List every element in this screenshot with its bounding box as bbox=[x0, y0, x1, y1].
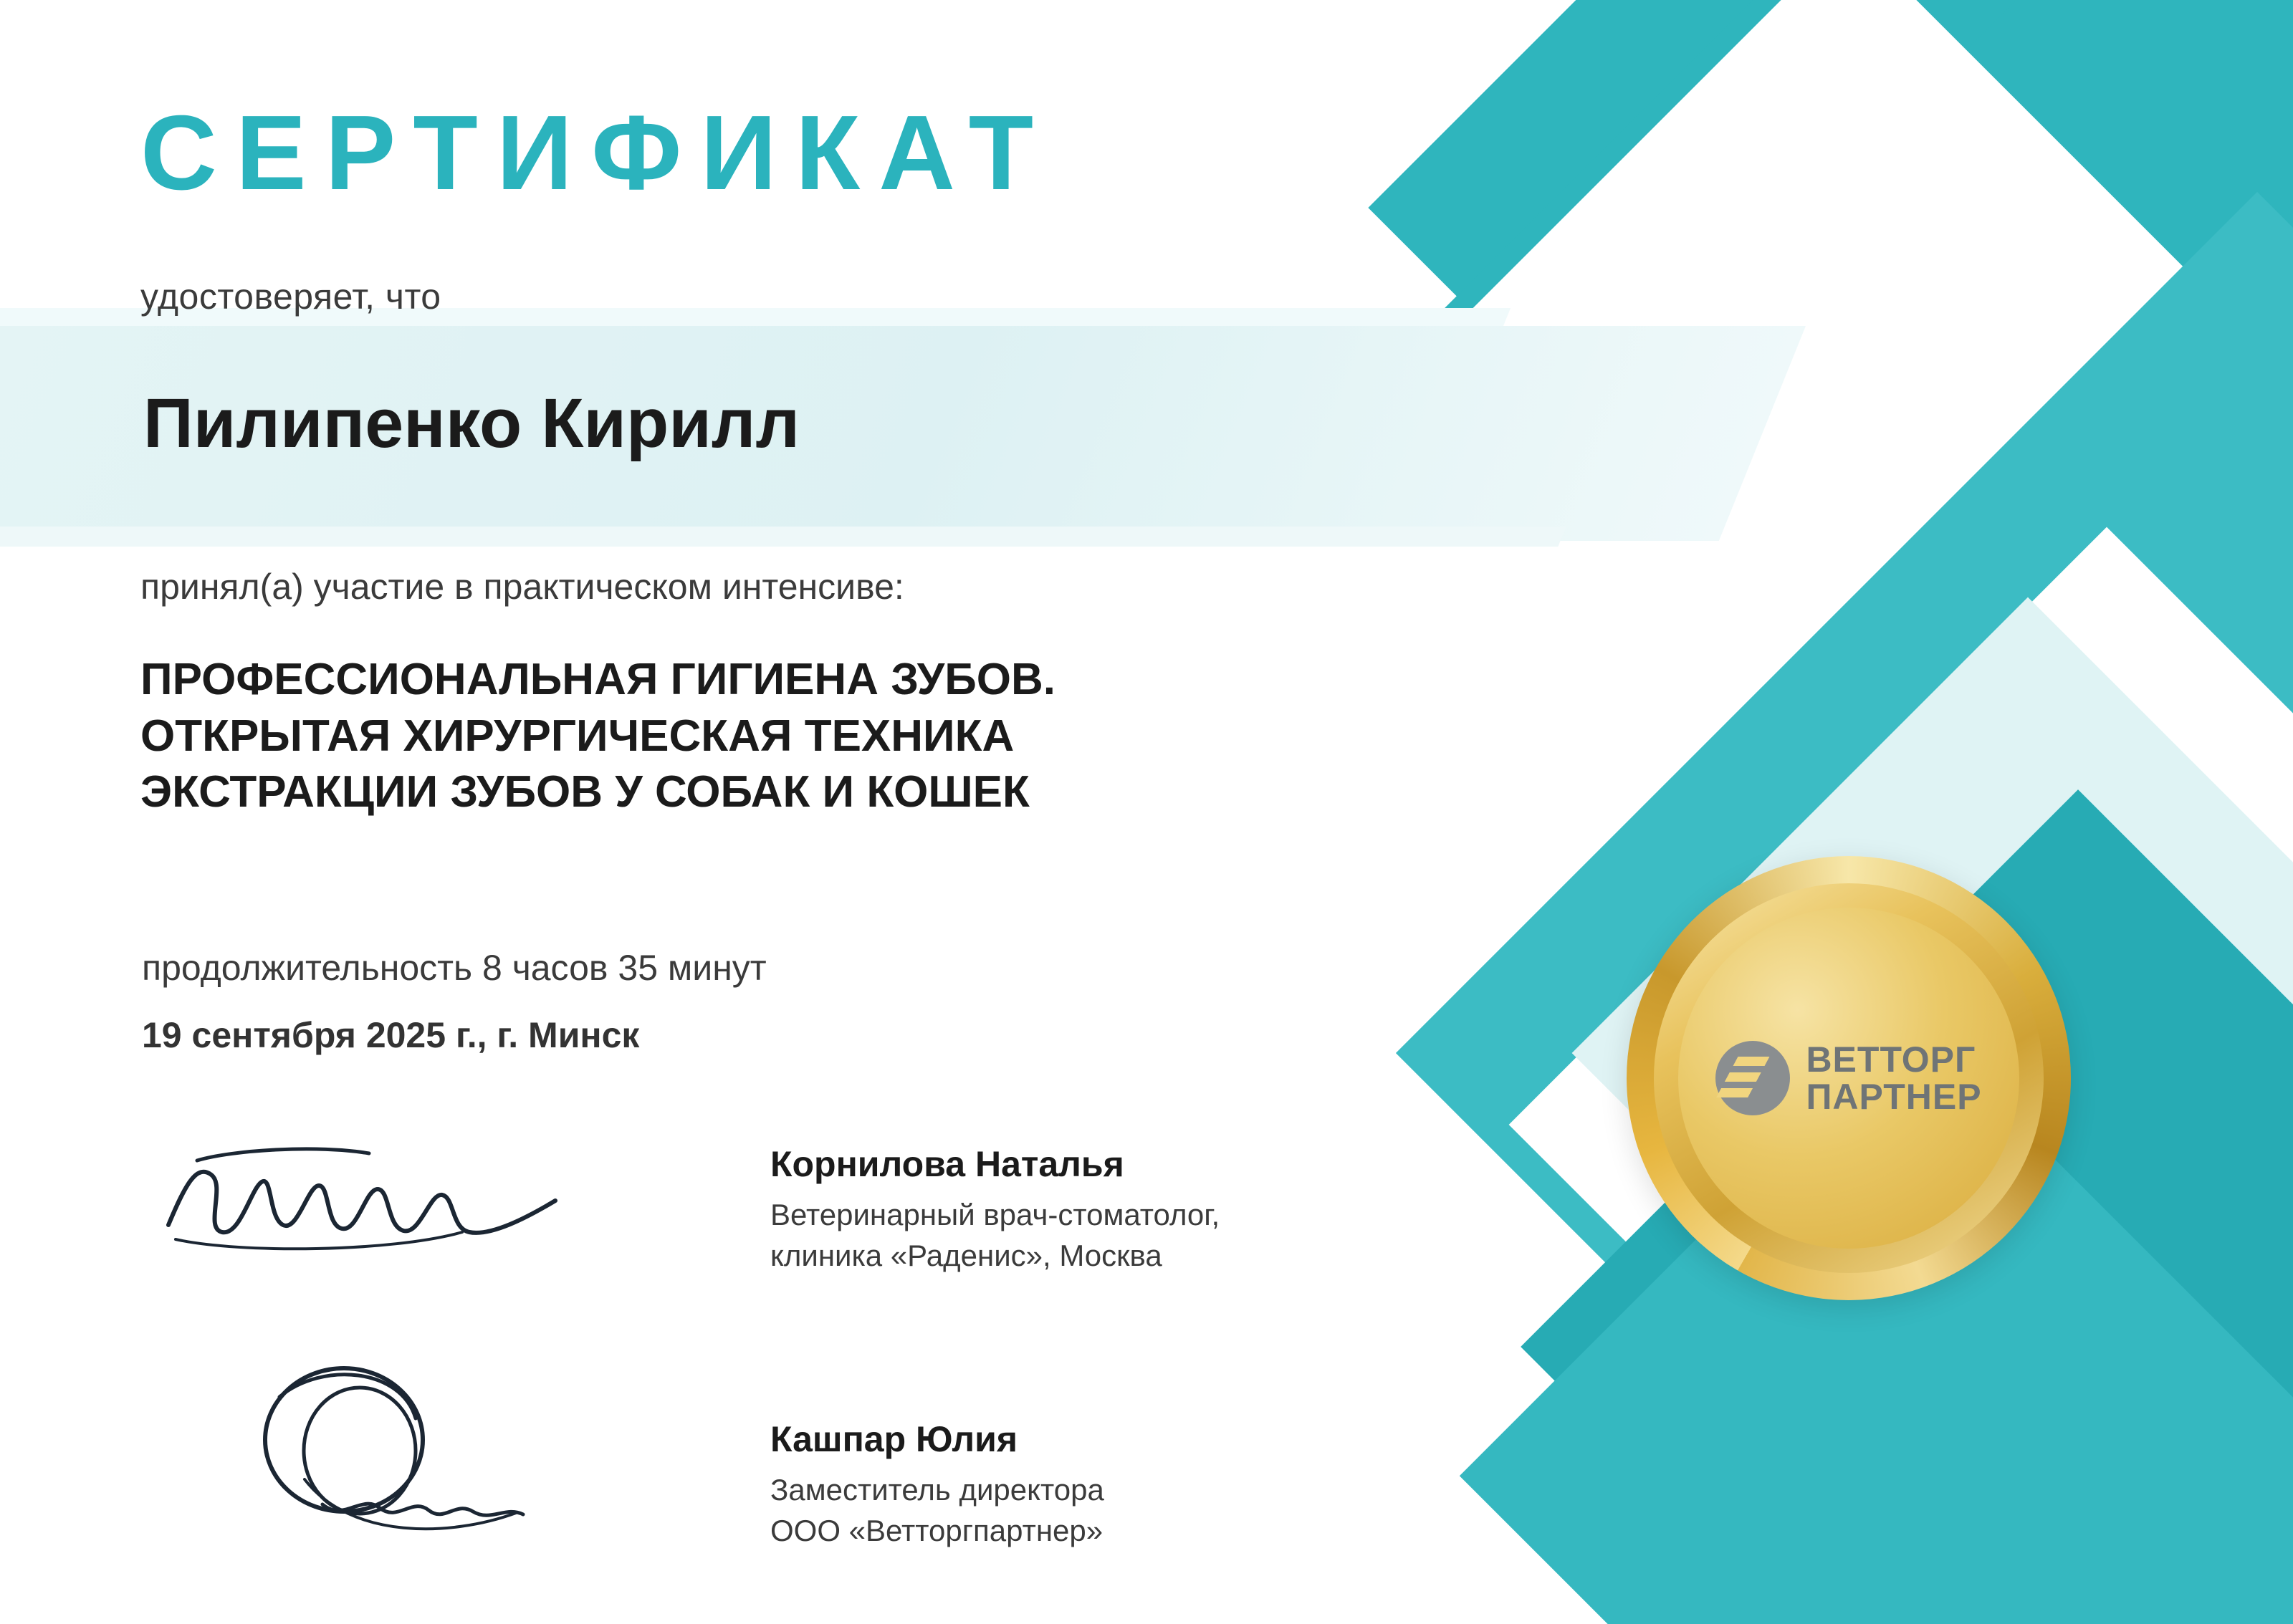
signatory-block-1 bbox=[770, 1143, 1220, 1276]
course-title bbox=[140, 652, 1717, 821]
date-and-place: 19 сентября 2025 г., г. Минск bbox=[142, 1015, 640, 1055]
signatory-role-1-line-2: клиника «Раденис», Москва bbox=[770, 1238, 1162, 1272]
certificate-title: СЕРТИФИКАТ bbox=[140, 94, 1053, 212]
signatory-name-2: Кашпар Юлия bbox=[770, 1419, 1018, 1459]
seal-brand-text bbox=[1806, 1041, 1981, 1116]
seal-logo bbox=[1715, 1041, 1981, 1116]
signatory-name-1: Корнилова Наталья bbox=[770, 1144, 1124, 1184]
signatory-role-1 bbox=[770, 1195, 1220, 1276]
signature-mark-1 bbox=[154, 1132, 656, 1279]
signatory-role-1-line-1: Ветеринарный врач-стоматолог, bbox=[770, 1198, 1220, 1231]
signatory-role-2 bbox=[770, 1470, 1104, 1551]
signatory-block-2 bbox=[770, 1418, 1104, 1551]
course-duration: продолжительность 8 часов 35 минут bbox=[142, 948, 767, 988]
course-title-line-3: ЭКСТРАКЦИИ ЗУБОВ У СОБАК И КОШЕК bbox=[140, 767, 1030, 817]
certifies-that-label: удостоверяет, что bbox=[140, 277, 441, 317]
gold-seal bbox=[1627, 856, 2071, 1300]
seal-brand-line-2: ПАРТНЕР bbox=[1806, 1077, 1982, 1117]
seal-inner-face bbox=[1678, 908, 2019, 1249]
recipient-name: Пилипенко Кирилл bbox=[143, 384, 800, 462]
signatory-role-2-line-1: Заместитель директора bbox=[770, 1473, 1104, 1507]
seal-brand-line-1: ВЕТТОРГ bbox=[1806, 1039, 1976, 1080]
vettorg-logo-icon bbox=[1715, 1041, 1790, 1115]
participation-label: принял(а) участие в практическом интенсиве: bbox=[140, 567, 904, 607]
course-title-line-1: ПРОФЕССИОНАЛЬНАЯ ГИГИЕНА ЗУБОВ. bbox=[140, 655, 1056, 704]
signatory-role-2-line-2: ООО «Ветторгпартнер» bbox=[770, 1513, 1104, 1547]
signature-mark-2 bbox=[236, 1354, 666, 1572]
course-title-line-2: ОТКРЫТАЯ ХИРУРГИЧЕСКАЯ ТЕХНИКА bbox=[140, 711, 1015, 761]
